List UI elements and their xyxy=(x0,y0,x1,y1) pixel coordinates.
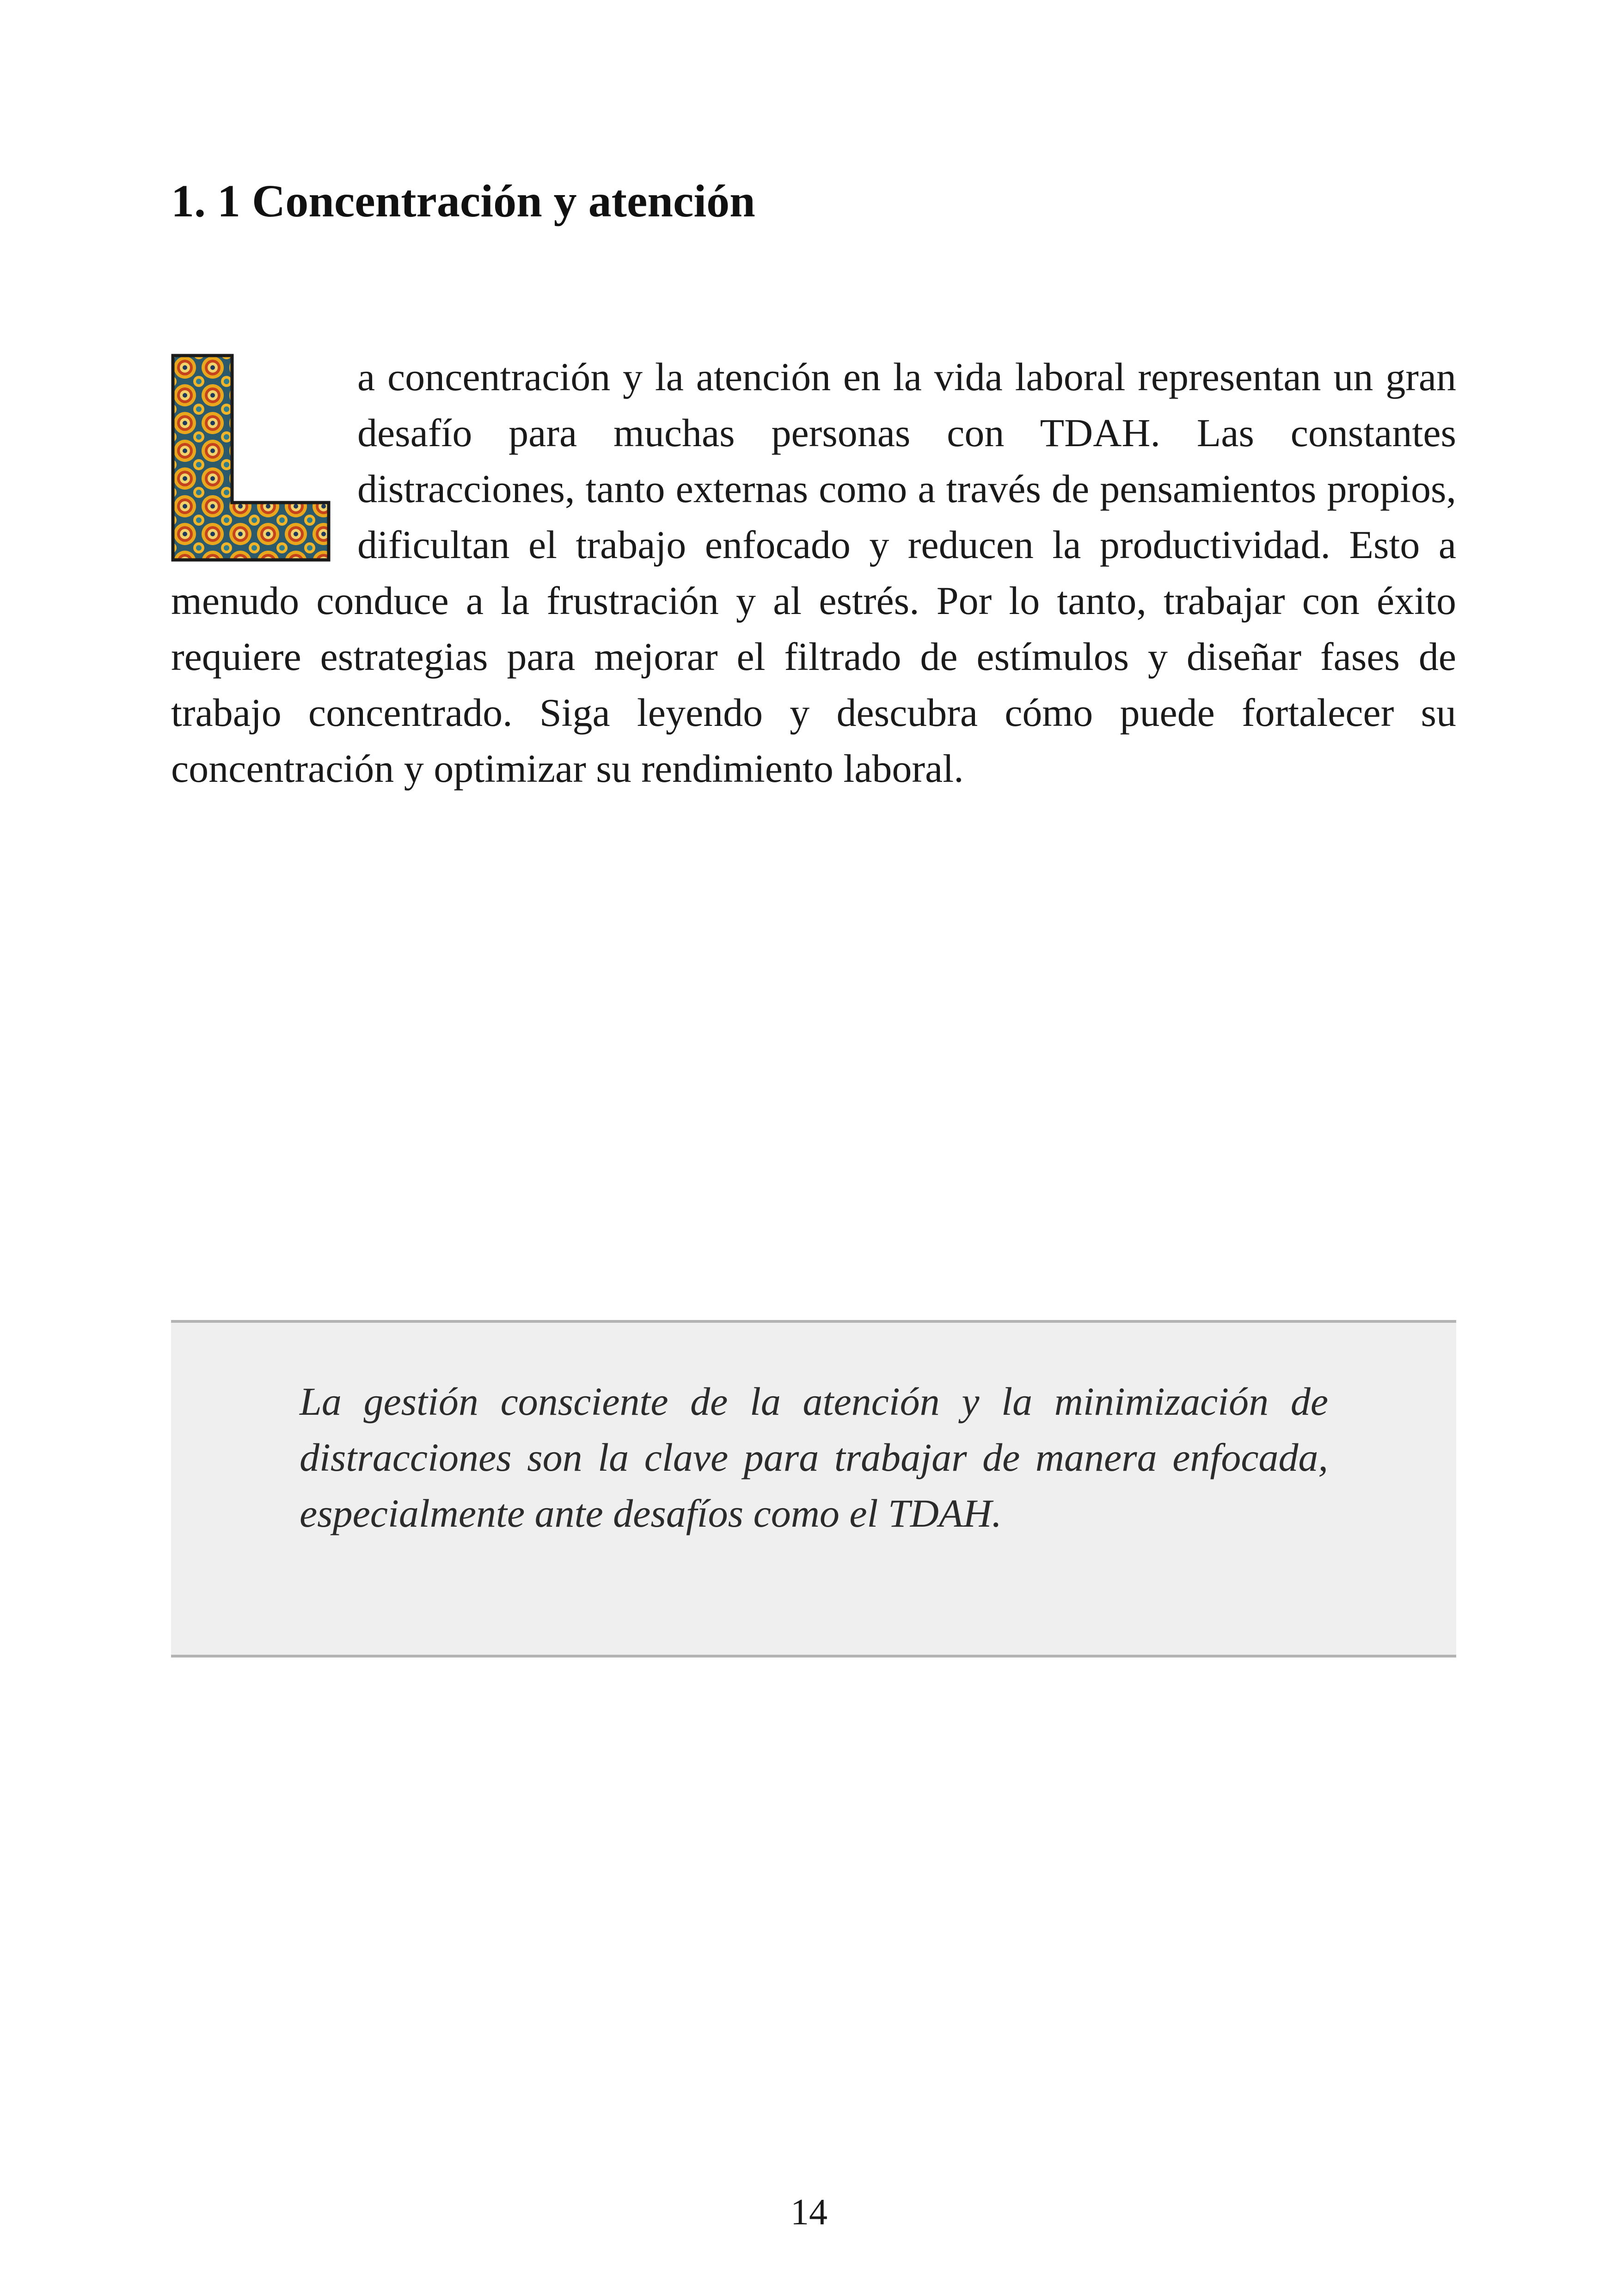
section-heading: 1. 1 Concentración y atención xyxy=(171,175,755,227)
callout-text: La gestión consciente de la atención y la minimización de distracciones son la clave para trabajar de manera enfocada, especialmente ante desafíos como el TDAH. xyxy=(300,1379,1328,1535)
page-number: 14 xyxy=(791,2192,827,2233)
body-paragraph-text: a concentración y la atención en la vida laboral representan un gran desafío para muchas personas con TDAH. Las constantes distracciones, tanto externas como a través de pensamientos propios, dificultan el trabajo enfocado y reducen la productividad. Esto a menudo conduce a la frustración y al estrés. Por lo tanto, trabajar con éxito requiere estrategias para mejorar el filtrado de estímulos y diseñar fases de trabajo concentrado. Siga leyendo y descubra cómo puede fortalecer su concentración y optimizar su rendimiento laboral. xyxy=(171,355,1456,791)
callout-box xyxy=(171,1320,1456,1658)
dropcap-letter-l xyxy=(171,354,331,562)
decorative-letter-l-icon xyxy=(171,354,331,562)
body-paragraph xyxy=(171,349,1456,797)
